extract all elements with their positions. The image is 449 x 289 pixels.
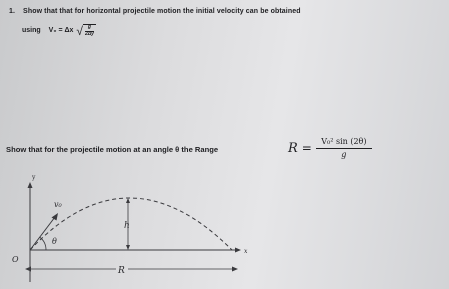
y-axis-label: y	[32, 174, 36, 181]
range-numerator: V₀² sin (2θ)	[321, 137, 367, 146]
question-1-formula	[22, 24, 96, 37]
question-1-number: 1.	[9, 8, 16, 15]
using-label: using	[22, 27, 41, 34]
square-root-expression	[76, 24, 96, 37]
radical-sign-icon: √	[76, 23, 83, 38]
equals-sign: =	[301, 141, 312, 155]
range-arrow-left-icon	[25, 267, 31, 272]
velocity-label: v₀	[54, 200, 62, 209]
range-symbol: R	[288, 140, 298, 156]
range-label: R	[118, 266, 125, 276]
height-arrow-up-icon	[126, 198, 130, 203]
question-1-text: Show that that for horizontal projectile motion the initial velocity can be obtained	[23, 8, 301, 15]
range-fraction	[316, 137, 372, 159]
range-denominator: g	[341, 150, 347, 159]
height-label: h	[124, 221, 130, 231]
projectile-diagram	[0, 170, 449, 289]
height-arrow-down-icon	[126, 245, 130, 250]
velocity-arrow-icon	[52, 213, 59, 221]
question-1	[9, 8, 301, 15]
velocity-formula-lhs: V₀ = Δx	[48, 27, 74, 34]
x-axis-arrow-icon	[235, 248, 241, 253]
sqrt-fraction	[83, 24, 96, 37]
range-equation	[288, 137, 372, 159]
x-axis-label: x	[244, 248, 248, 255]
range-arrow-right-icon	[232, 267, 238, 272]
sqrt-numerator: g	[87, 24, 91, 30]
question-2-text: Show that for the projectile motion at an angle θ the Range	[6, 145, 219, 154]
sqrt-denominator: 2Δy	[85, 30, 94, 37]
origin-label: O	[12, 255, 19, 264]
y-axis-arrow-icon	[28, 182, 33, 188]
angle-label: θ	[52, 237, 57, 246]
